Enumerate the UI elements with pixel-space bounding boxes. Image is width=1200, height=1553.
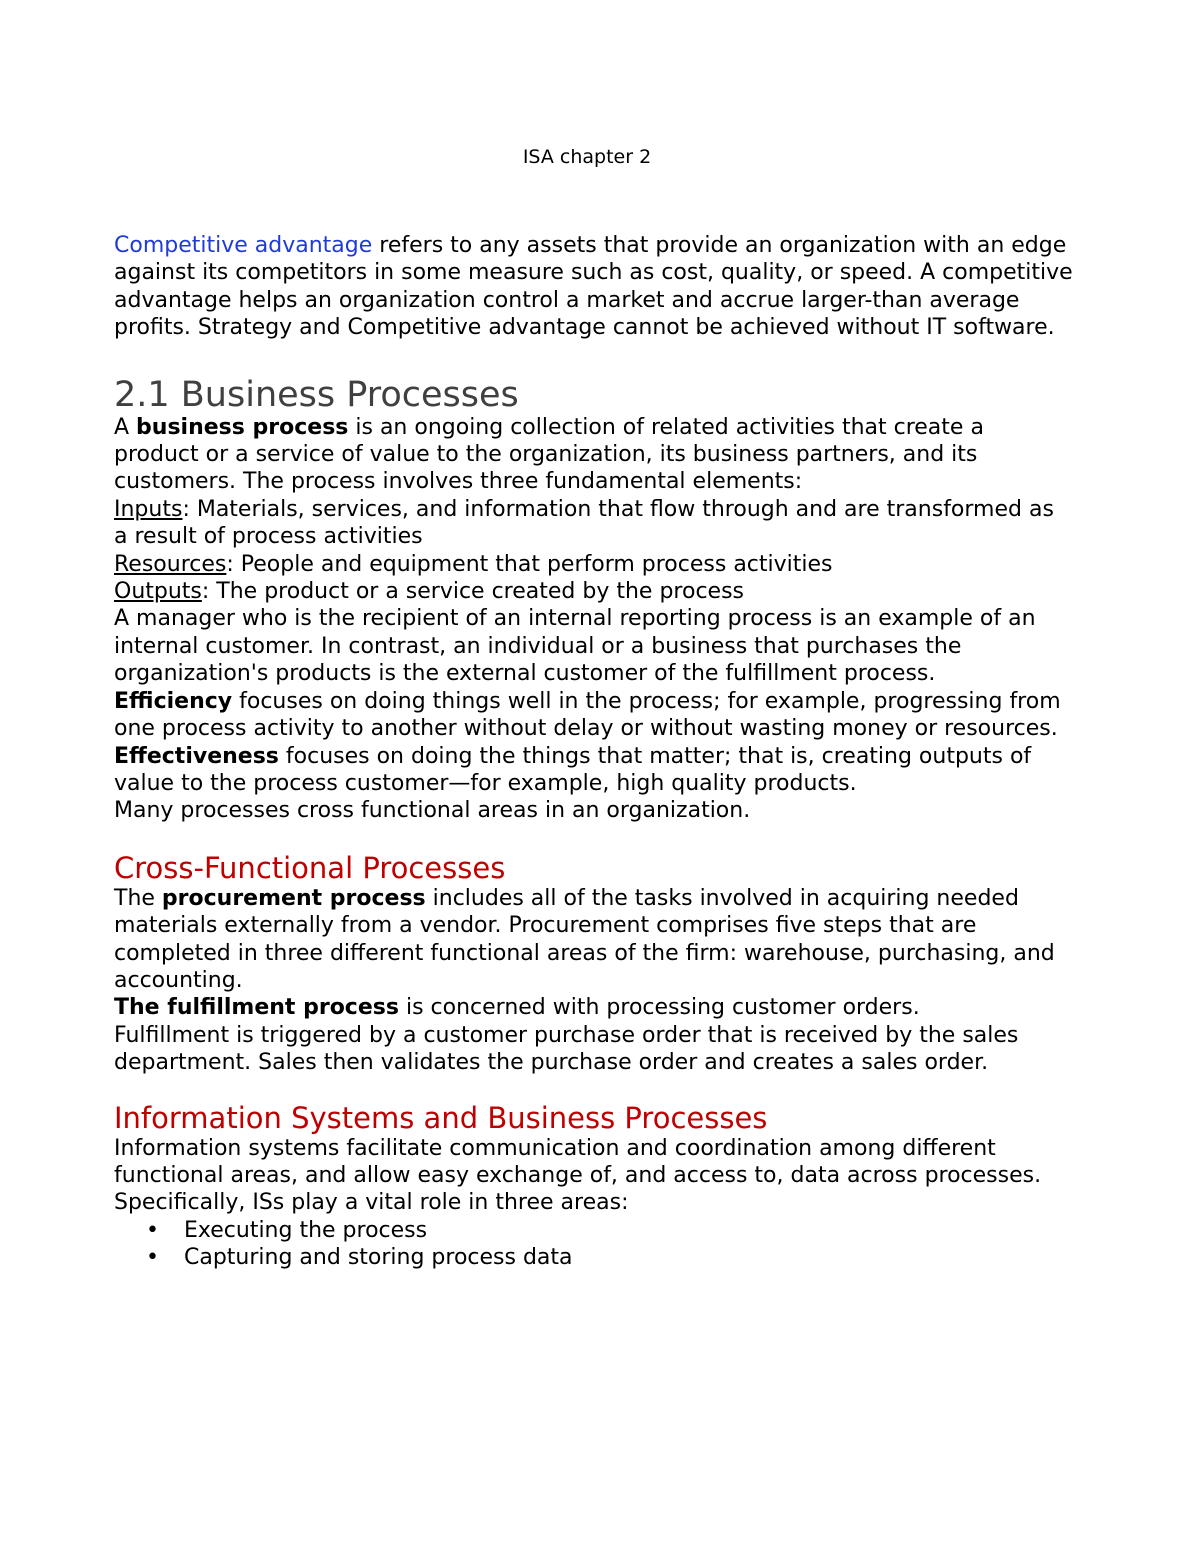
inputs-text: : Materials, services, and information that flow through and are transformed as a result of process activities [114, 496, 1054, 550]
page-header-title: ISA chapter 2 [522, 146, 652, 168]
resources-text: : People and equipment that perform process activities [226, 551, 833, 577]
efficiency-text: focuses on doing things well in the process; for example, progressing from one process activity to another without delay or without wasting money or resources. [114, 688, 1061, 742]
intro-text: refers to any assets that provide an organization with an edge against its competitors in some measure such as cost, quality, or speed. A competitive advantage helps an organization control a market and accrue larger-than average profits. Strategy and Competitive advantage cannot be achieved without IT software. [114, 233, 1073, 341]
competitive-advantage-term: Competitive advantage [114, 233, 373, 258]
customer-paragraph: A manager who is the recipient of an internal reporting process is an example of an internal customer. In contrast, an individual or a business that purchases the organization's products is the external customer of the fulfillment process. [114, 606, 1036, 687]
outputs-text: : The product or a service created by the process [201, 579, 744, 605]
element-inputs [114, 496, 1074, 551]
fulfillment-text: is concerned with processing customer orders. [398, 995, 920, 1021]
procurement-prefix: The [114, 885, 162, 911]
list-item-text: Executing the process [184, 1217, 428, 1243]
information-systems-paragraph: Information systems facilitate communication and coordination among different functional areas, and allow easy exchange of, and access to, data across processes. Specifically, ISs play a vital role in three areas: [114, 1135, 1042, 1216]
bullet-icon: • [146, 1245, 159, 1271]
efficiency-paragraph [114, 688, 1074, 743]
resources-term: Resources [114, 551, 227, 577]
list-item [114, 1217, 1074, 1244]
closing-paragraph: Many processes cross functional areas in an organization. [114, 798, 751, 824]
effectiveness-paragraph [114, 743, 1074, 798]
outputs-term: Outputs [114, 579, 202, 605]
effectiveness-text: focuses on doing the things that matter; that is, creating outputs of value to the process customer—for example, high quality products. [114, 743, 1032, 796]
procurement-term: procurement process [161, 885, 426, 911]
section-heading-business-processes: 2.1 Business Processes [114, 374, 519, 415]
element-outputs [114, 578, 1074, 605]
element-resources [114, 551, 1074, 578]
definition-text: is an ongoing collection of related activities that create a product or a service of value to the organization, its business partners, and its customers. The process involves three fundamental elements: [114, 414, 984, 495]
fulfillment-paragraph [114, 994, 1074, 1021]
list-item-text: Capturing and storing process data [184, 1245, 573, 1271]
section-heading-cross-functional: Cross-Functional Processes [114, 850, 506, 885]
procurement-text: includes all of the tasks involved in acquiring needed [425, 885, 1019, 911]
fulfillment-term: The fulfillment process [114, 995, 399, 1021]
section-heading-information-systems: Information Systems and Business Processes [114, 1100, 768, 1135]
effectiveness-term: Effectiveness [114, 743, 279, 769]
intro-paragraph [114, 232, 1074, 342]
business-process-definition [114, 414, 1074, 496]
list-item [114, 1244, 1074, 1271]
spacer [114, 342, 1074, 376]
efficiency-term: Efficiency [114, 688, 233, 714]
fulfillment-line-3: department. Sales then validates the purchase order and creates a sales order. [114, 1050, 989, 1076]
definition-prefix: A [114, 414, 137, 440]
spacer [114, 1077, 1074, 1101]
procurement-paragraph-continued: materials externally from a vendor. Procurement comprises five steps that are completed in three different functional areas of the firm: warehouse, purchasing, and accounting. [114, 913, 1055, 993]
inputs-term: Inputs [114, 496, 183, 522]
fulfillment-line-2: Fulfillment is triggered by a customer purchase order that is received by the sales [114, 1022, 1019, 1048]
spacer [114, 825, 1074, 851]
business-process-term: business process [136, 414, 349, 440]
is-roles-list [114, 1217, 1074, 1272]
procurement-paragraph [114, 885, 1074, 912]
bullet-icon: • [146, 1217, 159, 1243]
document-body [114, 232, 1074, 1272]
